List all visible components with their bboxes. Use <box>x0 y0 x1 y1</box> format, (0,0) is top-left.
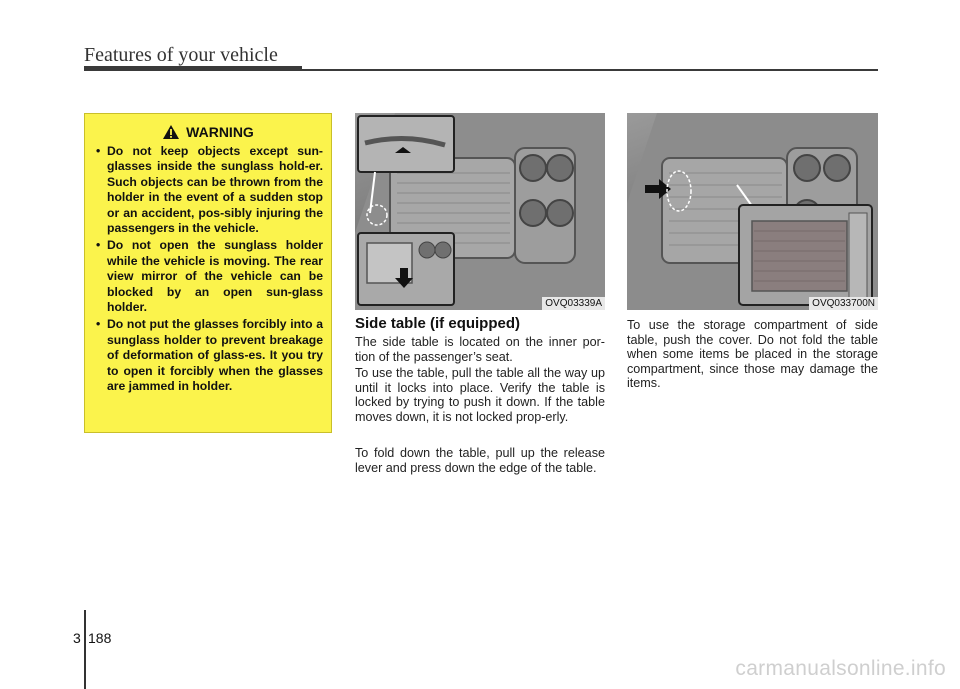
warning-header <box>93 124 323 140</box>
watermark: carmanualsonline.info <box>735 657 946 680</box>
figure-code: OVQ033700N <box>809 297 878 310</box>
body-paragraph: To use the table, pull the table all the way up until it locks into place. Verify the table is locked by trying to push it down. If the table moves down, it is not locked prop-erly. <box>355 366 605 424</box>
warning-triangle-icon <box>162 124 180 140</box>
warning-item: • Do not open the sunglass holder while the vehicle is moving. The rear view mirror of the vehicle can be blocked by an open sun-glass holder. <box>93 238 323 315</box>
warning-item: • Do not put the glasses forcibly into a sunglass holder to prevent breakage of deformation of glass-es. It you try to open it forcibly when the glasses are jammed in holder. <box>93 317 323 394</box>
figure-code: OVQ03339A <box>542 297 605 310</box>
body-paragraph: The side table is located on the inner por-tion of the passenger’s seat. <box>355 335 605 364</box>
side-table-photo <box>355 113 605 310</box>
side-table-illustration <box>355 113 605 310</box>
footer-rule <box>84 610 86 689</box>
chapter-number: 3 <box>73 630 81 646</box>
storage-compartment-photo <box>627 113 878 310</box>
storage-compartment-illustration <box>627 113 878 310</box>
section-title: Side table (if equipped) <box>355 315 521 332</box>
header-rule-thin <box>302 69 878 71</box>
warning-title: WARNING <box>186 124 254 140</box>
warning-item: • Do not keep objects except sun-glasses inside the sunglass hold-er. Such objects can be thrown from the holder in the event of a sudden stop or an accident, pos-sibly injuring the passengers in the vehicle. <box>93 144 323 236</box>
warning-list <box>93 144 323 395</box>
body-paragraph: To use the storage compartment of side table, push the cover. Do not fold the table when some items be placed in the storage compartment, since those may damage the items. <box>627 318 878 391</box>
page-number: 188 <box>88 630 112 646</box>
page-header-title: Features of your vehicle <box>84 44 278 66</box>
warning-box <box>84 113 332 433</box>
body-paragraph: To fold down the table, pull up the release lever and press down the edge of the table. <box>355 446 605 475</box>
header-rule <box>84 66 302 71</box>
